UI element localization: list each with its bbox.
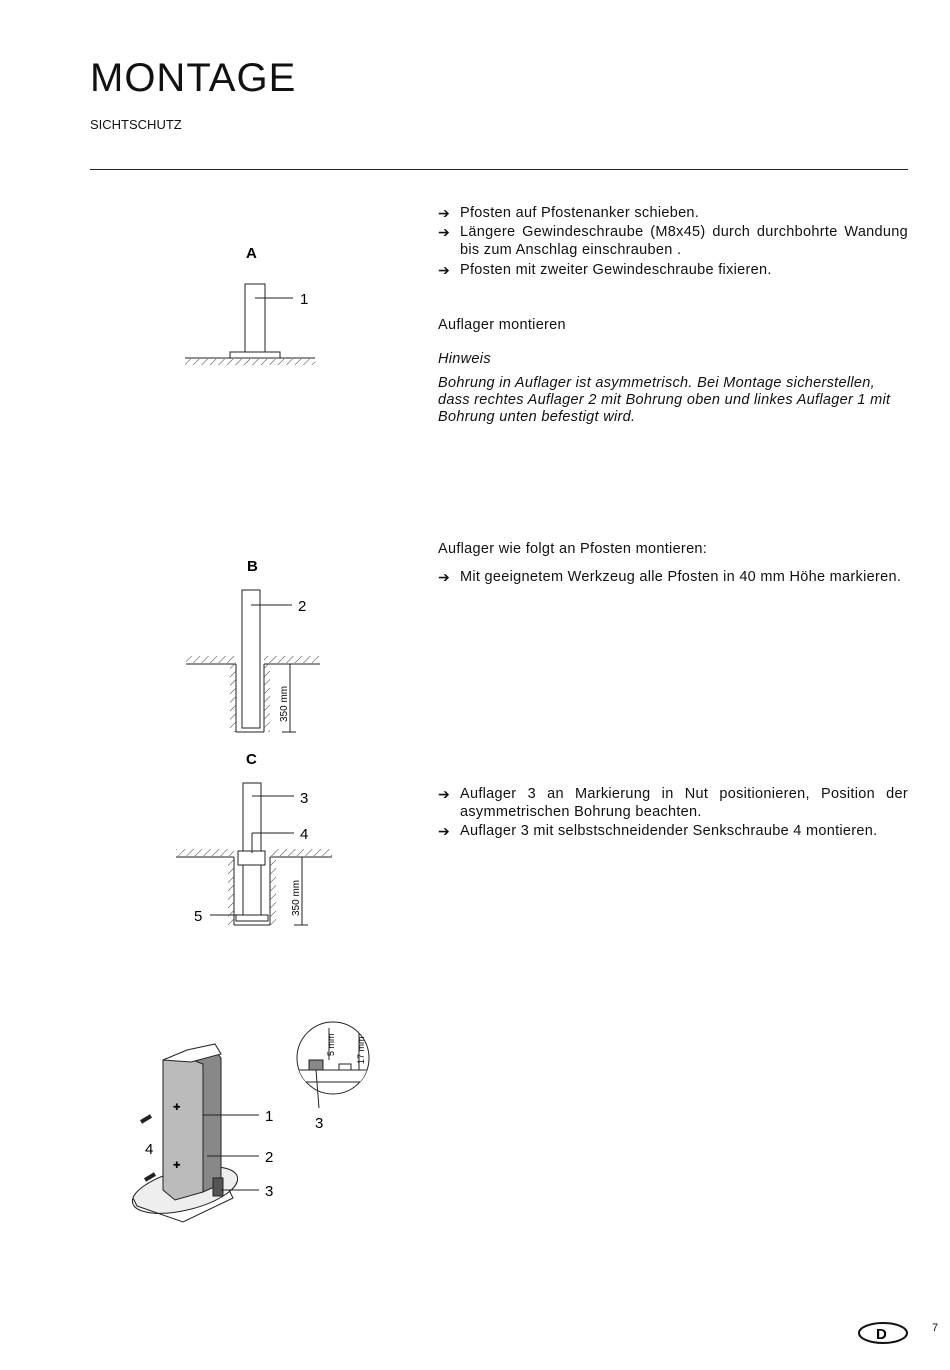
ground-hatch bbox=[270, 849, 332, 856]
bullet-text: Mit geeignetem Werkzeug alle Pfosten in 40 mm Höhe markieren. bbox=[460, 569, 902, 585]
figure-label: B bbox=[247, 558, 258, 575]
post-anchor-plate bbox=[230, 352, 280, 358]
bullet-text: Auflager 3 an Markierung in Nut positionieren, Position der asymmetrischen Bohrung beachten. bbox=[460, 786, 908, 820]
post bbox=[245, 284, 265, 352]
section-heading: Auflager montieren bbox=[438, 317, 566, 333]
figure-c bbox=[170, 745, 350, 945]
dimension-text: 17 mm bbox=[356, 1036, 366, 1064]
page-number: 7 bbox=[932, 1322, 939, 1334]
hole-mark: ✚ bbox=[173, 1160, 181, 1170]
arrow-icon: ➔ bbox=[438, 823, 451, 839]
bullet-item bbox=[438, 785, 908, 821]
callout-number: 1 bbox=[265, 1108, 274, 1125]
ground-hatch bbox=[264, 656, 320, 663]
page-subtitle: SICHTSCHUTZ bbox=[90, 117, 182, 132]
callout-number: 1 bbox=[300, 291, 309, 308]
pit-hatch bbox=[230, 664, 236, 732]
figure-b bbox=[170, 550, 340, 745]
callout-number: 2 bbox=[265, 1149, 274, 1166]
dimension-text: 350 mm bbox=[291, 879, 302, 916]
bullet-item bbox=[438, 204, 908, 222]
callout-number: 4 bbox=[145, 1141, 154, 1158]
figure-label: C bbox=[246, 751, 257, 768]
detail-bracket bbox=[309, 1060, 323, 1070]
ground-hatch bbox=[176, 849, 234, 856]
callout-number: 3 bbox=[315, 1115, 324, 1132]
detail-nut bbox=[339, 1064, 351, 1070]
dimension-text: 5 mm bbox=[326, 1033, 336, 1056]
dimension-text: 350 mm bbox=[279, 685, 290, 722]
bullet-text: Längere Gewindeschraube (M8x45) durch durchbohrte Wandung bis zum Anschlag einschrauben . bbox=[460, 224, 908, 258]
callout-number: 4 bbox=[300, 826, 309, 843]
screw bbox=[145, 1174, 155, 1180]
screw bbox=[141, 1116, 151, 1122]
callout-number: 2 bbox=[298, 598, 307, 615]
support-bracket bbox=[238, 851, 265, 865]
note-text: Bohrung in Auflager ist asymmetrisch. Bei Montage sicherstellen, dass rechtes Auflager 2 mit Bohrung oben und linkes Auflager 1 mit Bohrung unten befestigt wird. bbox=[438, 375, 891, 425]
arrow-icon: ➔ bbox=[438, 786, 451, 802]
support-bracket bbox=[213, 1178, 223, 1196]
arrow-icon: ➔ bbox=[438, 262, 451, 278]
post bbox=[242, 590, 260, 728]
ground-hatch bbox=[186, 656, 236, 663]
note-title: Hinweis bbox=[438, 351, 491, 367]
bullet-text: Pfosten auf Pfostenanker schieben. bbox=[460, 205, 700, 221]
post-front bbox=[163, 1054, 203, 1200]
figure-a bbox=[170, 235, 340, 380]
ground-hatch bbox=[185, 359, 315, 365]
bullet-text: Pfosten mit zweiter Gewindeschraube fixieren. bbox=[460, 262, 772, 278]
figure-detail bbox=[295, 1018, 385, 1138]
figure-label: A bbox=[246, 245, 257, 262]
pit-hatch bbox=[270, 857, 276, 925]
header-divider bbox=[90, 169, 908, 170]
language-badge bbox=[858, 1322, 908, 1344]
anchor-base bbox=[236, 915, 268, 921]
bullet-item bbox=[438, 223, 908, 259]
bullet-item bbox=[438, 822, 908, 840]
arrow-icon: ➔ bbox=[438, 569, 451, 585]
callout-number: 3 bbox=[265, 1183, 274, 1200]
arrow-icon: ➔ bbox=[438, 224, 451, 240]
pit-hatch bbox=[264, 664, 270, 732]
callout-number: 5 bbox=[194, 908, 203, 925]
callout-number: 3 bbox=[300, 790, 309, 807]
arrow-icon: ➔ bbox=[438, 205, 451, 221]
section-intro: Auflager wie folgt an Pfosten montieren: bbox=[438, 541, 708, 557]
bullet-text: Auflager 3 mit selbstschneidender Senkschraube 4 montieren. bbox=[460, 823, 878, 839]
language-code: D bbox=[876, 1326, 887, 1343]
figure-isometric-post bbox=[125, 1030, 305, 1235]
bullet-item bbox=[438, 568, 908, 586]
hole-mark: ✚ bbox=[173, 1102, 181, 1112]
bullet-item bbox=[438, 261, 908, 279]
detail-base bbox=[295, 1070, 375, 1082]
page-title: MONTAGE bbox=[90, 56, 297, 100]
